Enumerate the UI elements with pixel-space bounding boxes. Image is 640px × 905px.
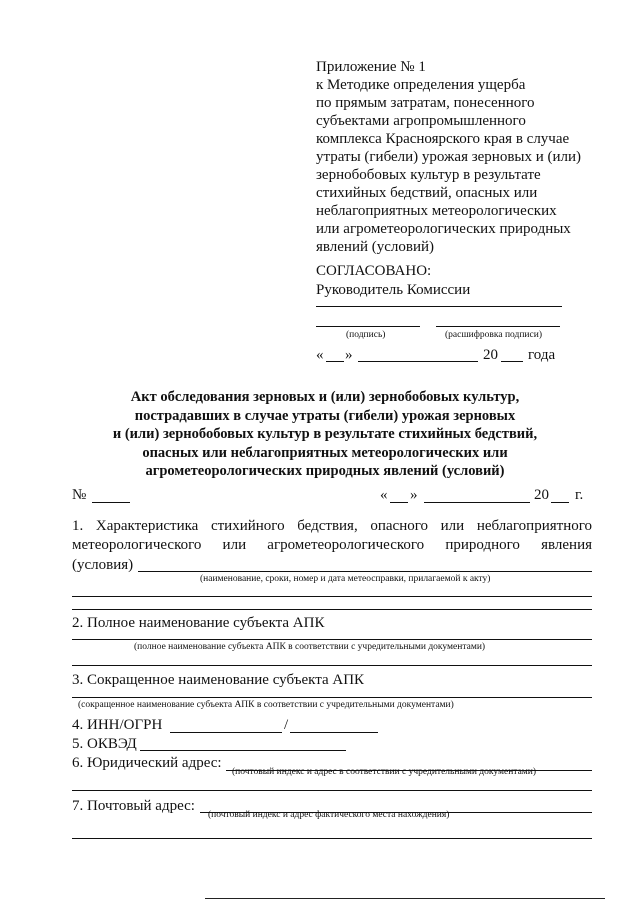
okved-field[interactable] [140, 750, 346, 751]
title-line: агрометеорологических природных явлений (условий) [145, 463, 505, 479]
page-bottom-rule [205, 898, 605, 899]
act-day-line[interactable] [390, 502, 408, 503]
appendix-line: по прямым затратам, понесенного [316, 95, 535, 111]
appendix-line: Приложение № 1 [316, 59, 426, 75]
approval-day-line[interactable] [326, 361, 344, 362]
title-line: пострадавших в случае утраты (гибели) урожая зерновых [134, 407, 516, 424]
title-line: опасных или неблагоприятных метеорологических или [142, 444, 508, 461]
approval-date-close: » [345, 347, 353, 363]
section1-line1: 1. Характеристика стихийного бедствия, опасного или неблагоприятного [72, 518, 592, 534]
section2-label: 2. Полное наименование субъекта АПК [72, 615, 325, 631]
section1-line2: метеорологического или агрометеорологического природного явления [72, 537, 592, 553]
section2-field-2[interactable] [72, 665, 592, 666]
act-date-close: » [410, 487, 418, 503]
decoding-caption: (расшифровка подписи) [445, 330, 542, 340]
section1-line3: (условия) [72, 557, 134, 573]
legal-address-field-2[interactable] [72, 790, 592, 791]
signature-line[interactable] [316, 326, 420, 327]
approval-head: Руководитель Комиссии [316, 282, 471, 298]
approval-block [316, 262, 470, 300]
appendix-line: субъектами агропромышленного [316, 113, 526, 129]
section2-field[interactable] [72, 639, 592, 640]
section1-field[interactable] [138, 571, 592, 572]
appendix-line: утраты (гибели) урожая зерновых и (или) [316, 149, 582, 165]
section3-label: 3. Сокращенное наименование субъекта АПК [72, 672, 365, 688]
title-line: Акт обследования зерновых и (или) зернобобовых культур, [130, 389, 520, 405]
appendix-line: или агрометеорологических природных [316, 221, 571, 237]
approval-agreed: СОГЛАСОВАНО: [316, 263, 432, 279]
appendix-line: к Методике определения ущерба [316, 77, 526, 93]
section1-field-3[interactable] [72, 609, 592, 610]
document-title [60, 388, 590, 481]
appendix-header [316, 58, 616, 256]
signature-caption: (подпись) [346, 330, 386, 340]
title-line: и (или) зернобобовых культур в результате стихийных бедствий, [112, 426, 538, 442]
appendix-line: комплекса Красноярского края в случае [316, 131, 570, 147]
section1-caption: (наименование, сроки, номер и дата метеосправки, прилагаемой к акту) [200, 574, 491, 584]
act-year-suffix: г. [575, 487, 584, 503]
section7-label: 7. Почтовый адрес: [72, 798, 195, 814]
act-number-line[interactable] [92, 502, 130, 503]
appendix-line: зернобобовых культур в результате [316, 167, 541, 183]
section1-field-2[interactable] [72, 596, 592, 597]
act-number-label: № [72, 487, 87, 503]
approval-year-line[interactable] [501, 361, 523, 362]
approval-year-prefix: 20 [483, 347, 498, 363]
act-month-line[interactable] [424, 502, 530, 503]
section7-caption: (почтовый индекс и адрес фактического места нахождения) [208, 810, 450, 820]
appendix-line: стихийных бедствий, опасных или [316, 185, 538, 201]
approval-date-open: « [316, 347, 324, 363]
decoding-line[interactable] [436, 326, 560, 327]
section6-label: 6. Юридический адрес: [72, 755, 222, 771]
inn-field[interactable] [170, 732, 282, 733]
act-date-open: « [380, 487, 388, 503]
appendix-line: неблагоприятных метеорологических [316, 203, 557, 219]
appendix-line: явлений (условий) [316, 239, 435, 255]
section4-label: 4. ИНН/ОГРН [72, 717, 163, 733]
section6-caption: (почтовый индекс и адрес в соответствии с учредительными документами) [232, 767, 537, 777]
section4-slash: / [284, 717, 289, 733]
section2-caption: (полное наименование субъекта АПК в соответствии с учредительными документами) [134, 642, 486, 652]
section3-field[interactable] [72, 697, 592, 698]
postal-address-field-2[interactable] [72, 838, 592, 839]
section5-label: 5. ОКВЭД [72, 736, 137, 752]
approval-year-suffix: года [528, 347, 556, 363]
approval-month-line[interactable] [358, 361, 478, 362]
approval-name-line[interactable] [316, 306, 562, 307]
act-year-line[interactable] [551, 502, 569, 503]
act-year-prefix: 20 [534, 487, 549, 503]
ogrn-field[interactable] [290, 732, 378, 733]
section3-caption: (сокращенное наименование субъекта АПК в соответствии с учредительными документами) [78, 700, 454, 710]
